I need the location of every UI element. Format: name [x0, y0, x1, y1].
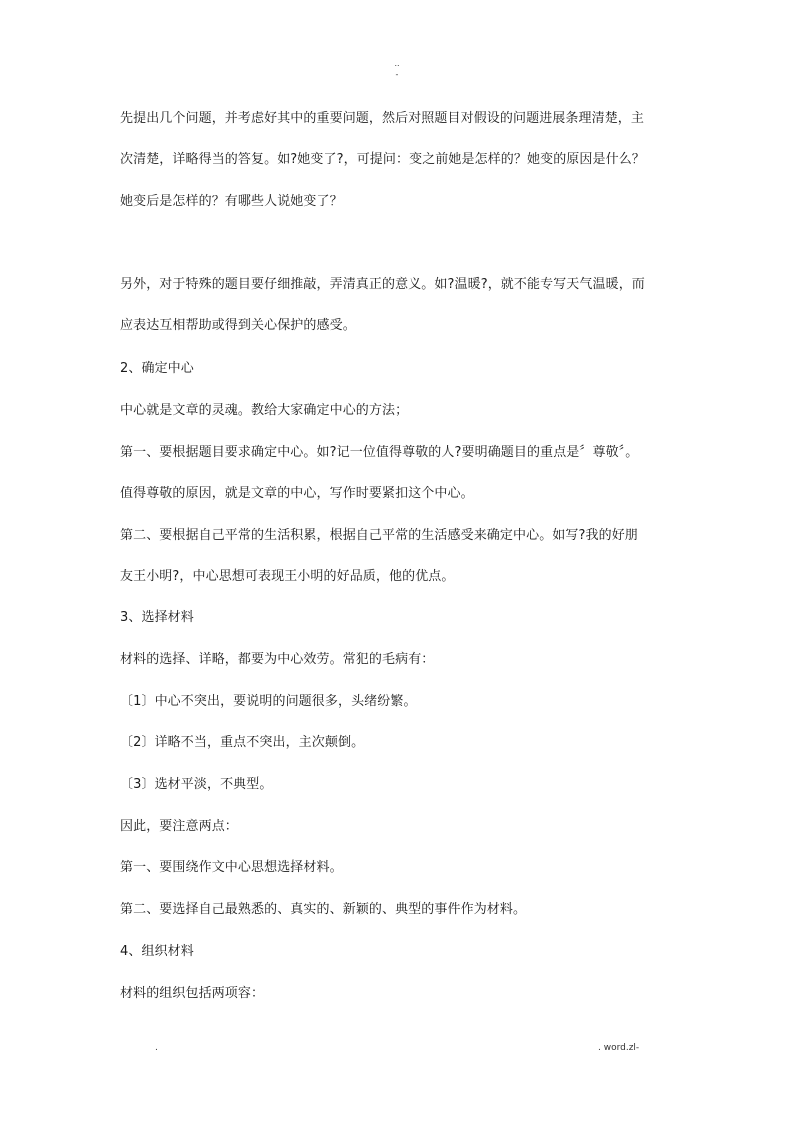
section-heading: 4、组织材料 [120, 944, 194, 959]
body-line: 第一、要围绕作文中心思想选择材料。 [120, 860, 343, 875]
header-mark-top: .. [394, 59, 400, 68]
body-line: 第一、要根据题目要求确定中心。如?记一位值得尊敬的人?要明确题目的重点是〞尊敬〞。 [120, 445, 639, 460]
body-line: 第二、要根据自己平常的生活积累，根据自己平常的生活感受来确定中心。如写?我的好朋 [120, 528, 638, 543]
body-line: 另外，对于特殊的题目要仔细推敲，弄清真正的意义。如?温暖?，就不能专写天气温暖，而 [120, 277, 645, 292]
footer-right-text: . word.zl- [598, 1043, 640, 1053]
section-heading: 2、确定中心 [120, 361, 194, 376]
list-item: 〔1〕中心不突出，要说明的问题很多，头绪纷繁。 [120, 694, 417, 709]
body-line: 中心就是文章的灵魂。教给大家确定中心的方法； [120, 403, 409, 418]
header-mark-bottom: - [395, 70, 399, 79]
body-line: 次清楚，详略得当的答复。如?她变了?，可提问：变之前她是怎样的？她变的原因是什么？ [120, 152, 645, 167]
list-item: 〔2〕详略不当，重点不突出，主次颠倒。 [120, 735, 365, 750]
body-line: 材料的组织包括两项容： [120, 986, 265, 1001]
body-line: 材料的选择、详略，都要为中心效劳。常犯的毛病有： [120, 652, 435, 667]
body-line: 值得尊敬的原因，就是文章的中心，写作时要紧扣这个中心。 [120, 486, 474, 501]
body-line: 她变后是怎样的？有哪些人说她变了？ [120, 194, 343, 209]
body-line: 因此，要注意两点： [120, 819, 238, 834]
body-line: 应表达互相帮助或得到关心保护的感受。 [120, 318, 356, 333]
footer-left-mark: . [155, 1043, 158, 1053]
list-item: 〔3〕选材平淡，不典型。 [120, 777, 273, 792]
body-line: 友王小明?，中心思想可表现王小明的好品质，他的优点。 [120, 569, 455, 584]
body-line: 先提出几个问题，并考虑好其中的重要问题，然后对照题目对假设的问题进展条理清楚，主 [120, 111, 645, 126]
body-line: 第二、要选择自己最熟悉的、真实的、新颖的、典型的事件作为材料。 [120, 902, 527, 917]
section-heading: 3、选择材料 [120, 610, 194, 625]
